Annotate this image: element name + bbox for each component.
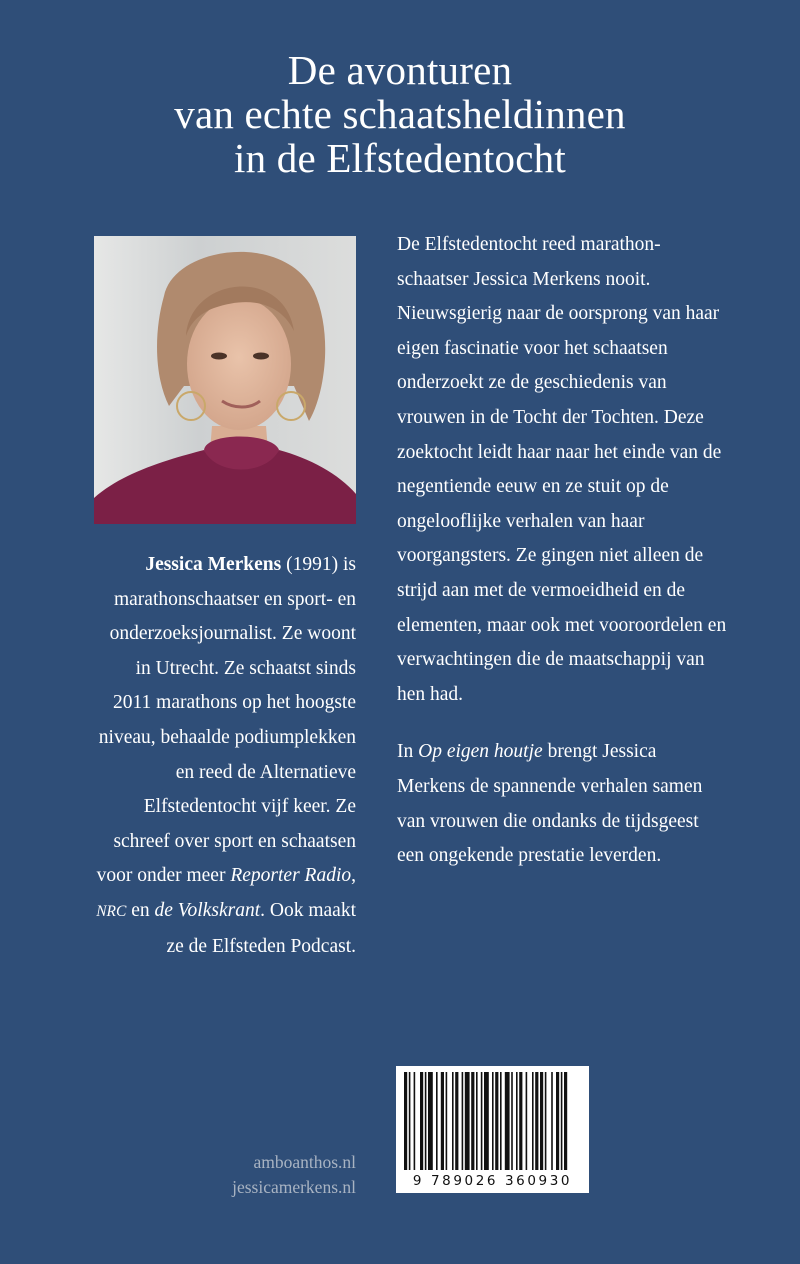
barcode-bar [471, 1072, 474, 1170]
author-bio-paragraph [94, 548, 356, 964]
author-portrait-illustration [94, 236, 356, 524]
barcode-bar [545, 1072, 547, 1170]
bio-and: en [126, 899, 155, 921]
barcode-bar [519, 1072, 522, 1170]
barcode-bar [455, 1072, 458, 1170]
blurb-paragraph-2 [397, 735, 727, 873]
barcode-bar [505, 1072, 510, 1170]
barcode-bar [516, 1072, 518, 1170]
barcode-bar [532, 1072, 534, 1170]
bio-text-part-2: . Ook maakt ze de Elfsteden Podcast. [166, 899, 356, 957]
barcode-bar [420, 1072, 423, 1170]
publisher-url: amboanthos.nl [253, 1152, 356, 1172]
author-name: Jessica Merkens [145, 554, 282, 575]
title-line-2: van echte schaatsheldinnen [174, 91, 626, 137]
barcode-bar [551, 1072, 553, 1170]
barcode-bar [526, 1072, 528, 1170]
bio-nrc: NRC [96, 902, 127, 920]
author-bio [94, 548, 356, 964]
barcode-bar [414, 1072, 416, 1170]
barcode-bar [452, 1072, 454, 1170]
barcode-bar [425, 1072, 427, 1170]
barcode-bar [436, 1072, 438, 1170]
barcode-bar [556, 1072, 559, 1170]
blurb-paragraph-1: De Elfstedentocht reed marathon- schaatser Jessica Merkens nooit. Nieuwsgierig naar de oorsprong van haar eigen fascinatie voor het schaatsen onderzoekt ze de geschiedenis van vrouwen in de Tocht der Tochten. Deze zoektocht leidt haar naar het einde van de negentiende eeuw en ze stuit op de ongelooflijke verhalen van haar voorgangsters. Ze gingen niet alleen de strijd aan met de vermoeidheid en de elementen, maar ook met vooroordelen en verwachtingen die de maatschappij van hen had. [397, 234, 727, 705]
title-line-3: in de Elfstedentocht [234, 135, 566, 181]
bio-reporter-radio: Reporter Radio [230, 865, 352, 887]
barcode-bar [446, 1072, 448, 1170]
barcode-bar [500, 1072, 502, 1170]
barcode-bar [428, 1072, 433, 1170]
barcode-bar [561, 1072, 563, 1170]
barcode-bar [492, 1072, 494, 1170]
barcode-bar [476, 1072, 478, 1170]
author-photo [94, 236, 356, 524]
barcode-bar [404, 1072, 407, 1170]
back-cover-title [0, 48, 800, 180]
barcode-bar [495, 1072, 498, 1170]
isbn-barcode [396, 1066, 589, 1193]
website-links [180, 1150, 356, 1200]
barcode-bar [564, 1072, 567, 1170]
barcode-bar [481, 1072, 483, 1170]
barcode-bar [511, 1072, 513, 1170]
barcode-bar [540, 1072, 543, 1170]
barcode-bar [535, 1072, 538, 1170]
bio-volkskrant: de Volkskrant [154, 899, 261, 921]
book-title-italic: Op eigen houtje [418, 741, 543, 763]
blurb-p2-prefix: In [397, 741, 419, 763]
barcode-bar [441, 1072, 444, 1170]
author-url: jessicamerkens.nl [232, 1177, 356, 1197]
blurb-p2-rest: brengt Jessica Merkens de spannende verhalen samen van vrouwen die ondanks de tijdsgeest een ongekende prestatie leverden. [397, 741, 703, 867]
barcode-bar [462, 1072, 464, 1170]
isbn-number: 9 789026 360930 [412, 1173, 573, 1189]
book-blurb [397, 228, 727, 874]
barcode-bar [465, 1072, 470, 1170]
barcode-bar [484, 1072, 489, 1170]
barcode-bar [409, 1072, 411, 1170]
bio-comma: , [351, 865, 356, 887]
title-line-1: De avonturen [287, 47, 513, 93]
bio-text-part-1: (1991) is marathonschaatser en sport- en onderzoeksjournalist. Ze woont in Utrecht. Ze schaatst sinds 2011 marathons op het hoogste niveau, behaalde podiumplekken en reed de Alternatieve Elfstedentocht vijf keer. Ze schreef over sport en schaatsen voor onder meer [96, 554, 356, 887]
